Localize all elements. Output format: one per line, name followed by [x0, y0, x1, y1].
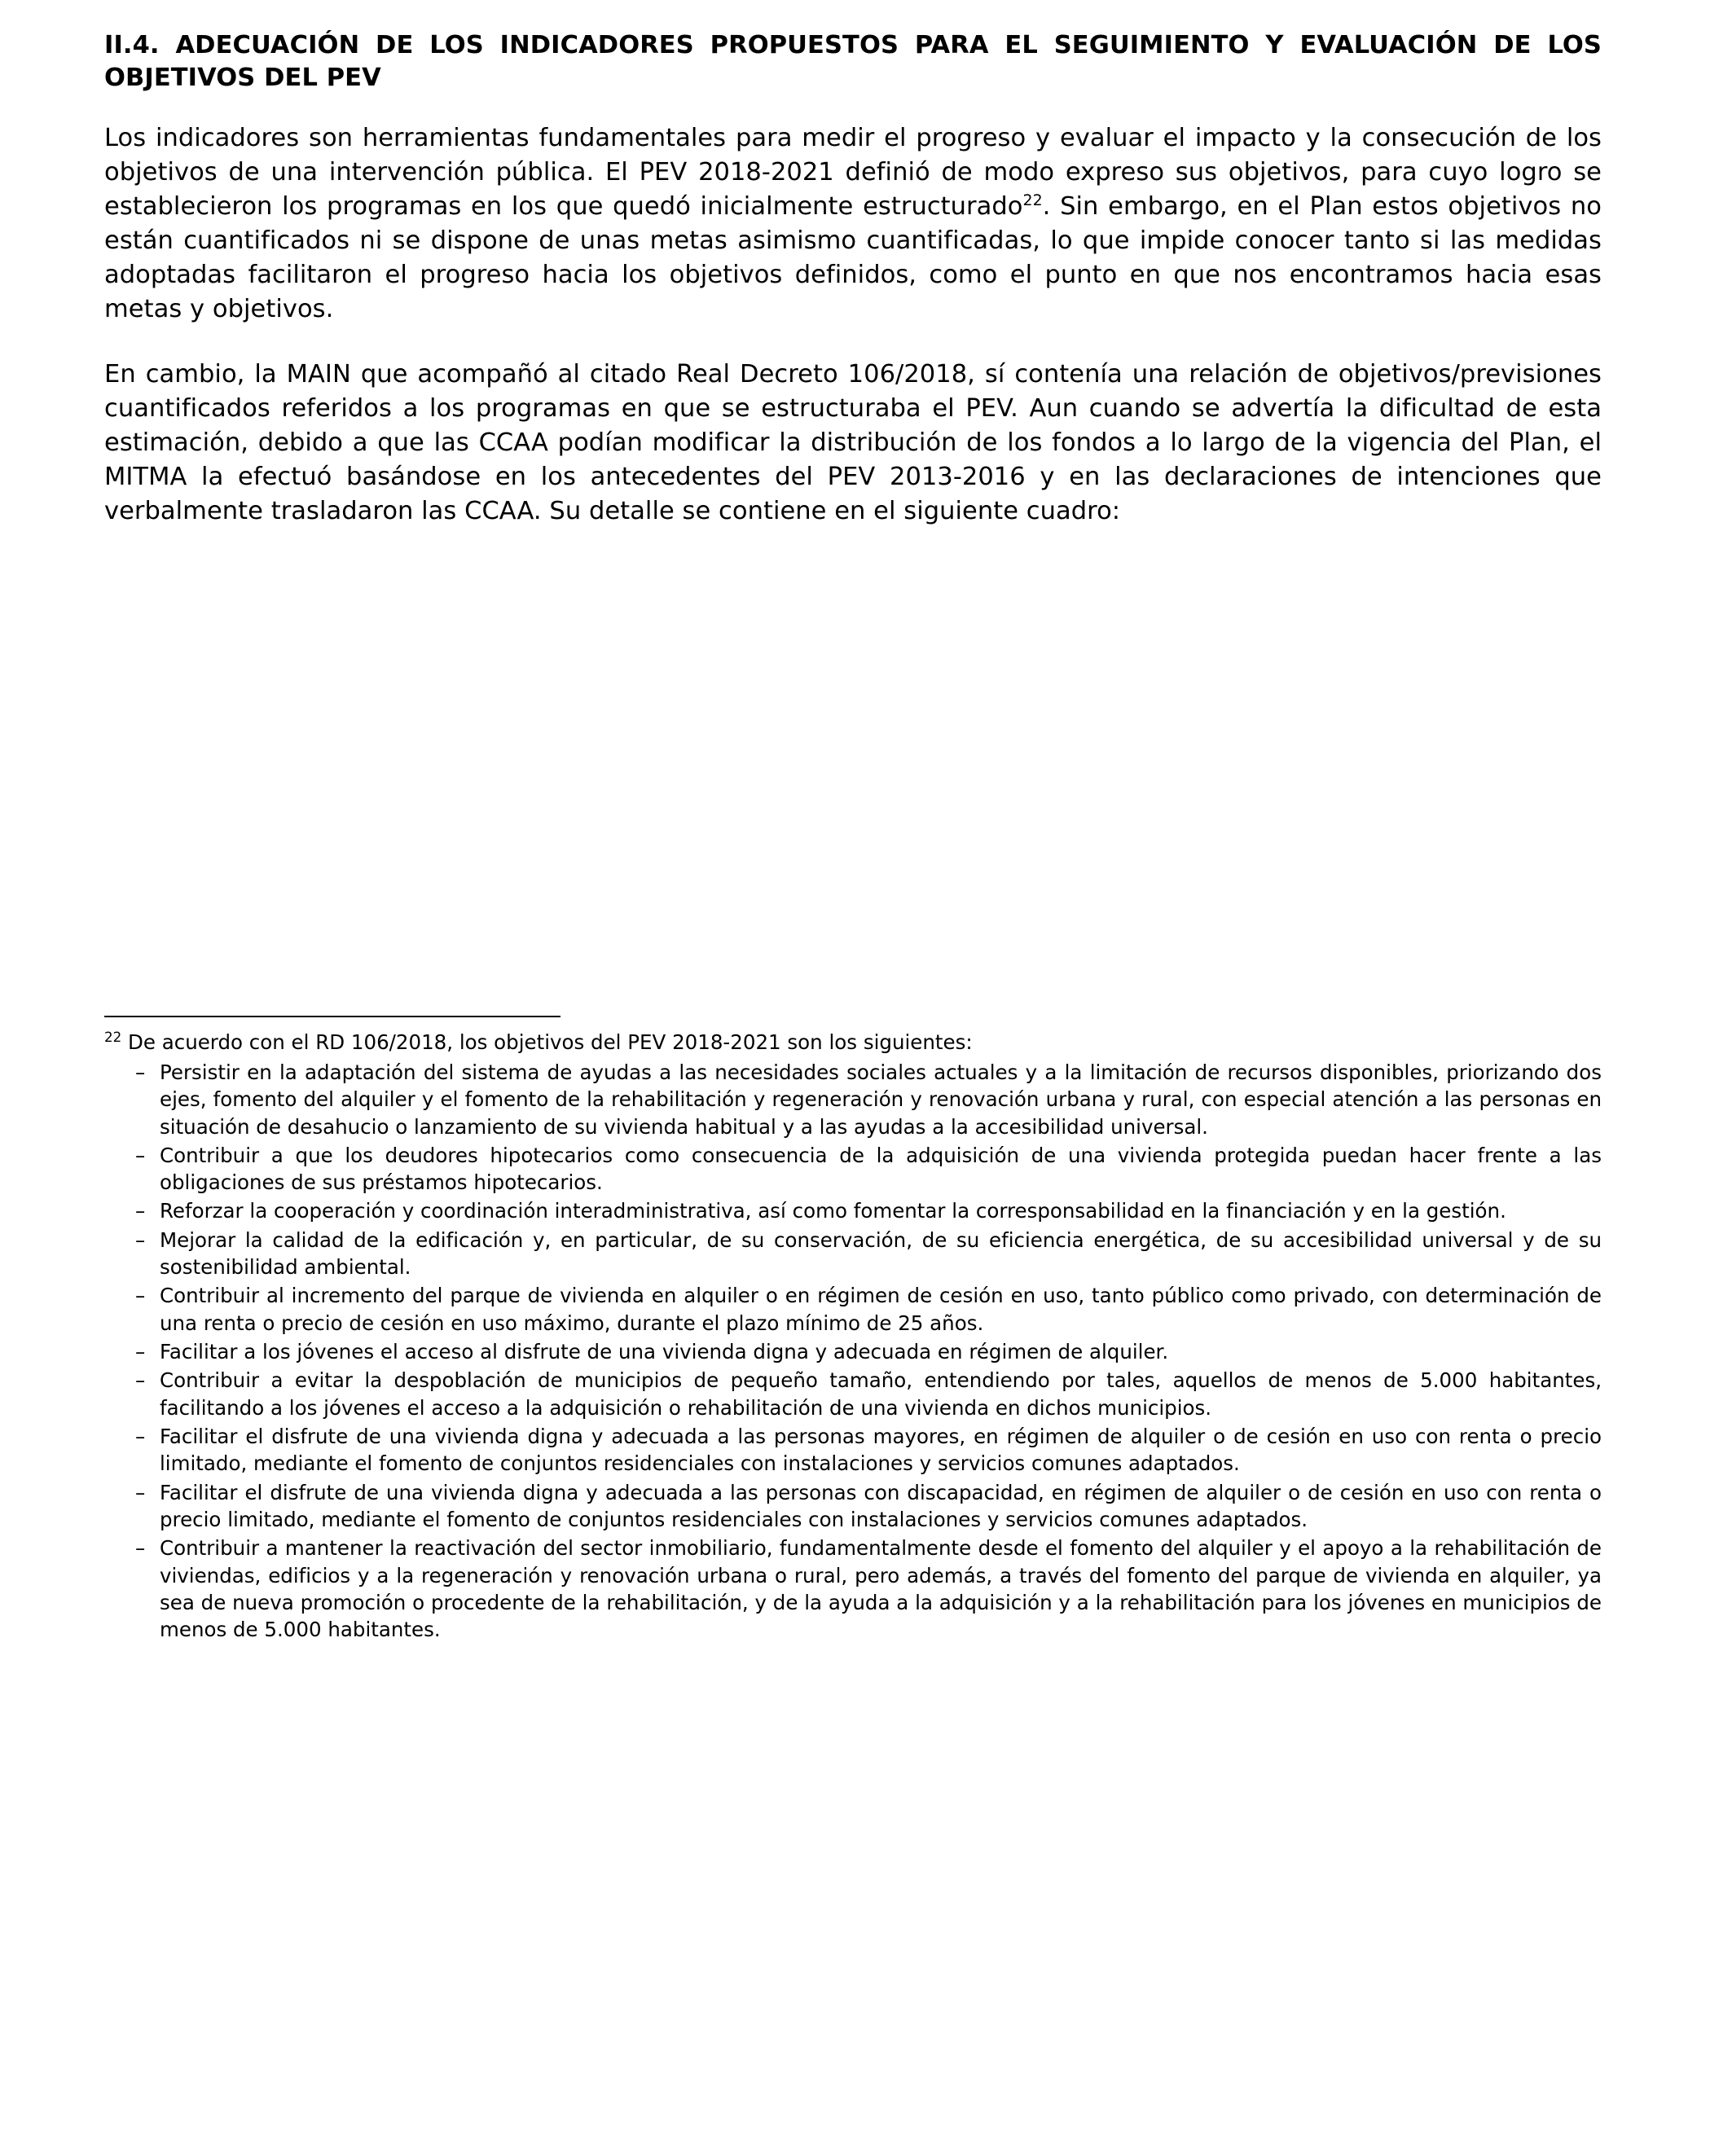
list-item [135, 1197, 1602, 1224]
dash-bullet-icon: – [135, 1060, 146, 1084]
dash-bullet-icon: – [135, 1368, 146, 1393]
paragraph-indicators [104, 121, 1602, 327]
list-item [135, 1142, 1602, 1197]
list-item-text: Reforzar la cooperación y coordinación interadministrativa, así como fomentar la corresponsabilidad en la financiación y en la gestión. [160, 1199, 1506, 1223]
list-item [135, 1338, 1602, 1365]
list-item [135, 1282, 1602, 1337]
list-item [135, 1535, 1602, 1643]
footnote-intro [104, 1029, 1602, 1056]
list-item-text: Mejorar la calidad de la edificación y, en particular, de su conservación, de su eficiencia energética, de su accesibilidad universal y de su sostenibilidad ambiental. [160, 1227, 1602, 1280]
list-item-text: Persistir en la adaptación del sistema de ayudas a las necesidades sociales actuales y a la limitación de recursos disponibles, priorizando dos ejes, fomento del alquiler y el fomento de la rehabilitación y regeneración y renovación urbana y rural, con especial atención a las personas en situación de desahucio o lanzamiento de su vivienda habitual y a las ayudas a la accesibilidad universal. [160, 1060, 1602, 1139]
footnote-reference-22[interactable]: 22 [1022, 191, 1043, 209]
footnote-separator [104, 1016, 560, 1017]
dash-bullet-icon: – [135, 1227, 146, 1252]
list-item-text: Facilitar el disfrute de una vivienda digna y adecuada a las personas con discapacidad, en régimen de alquiler o de cesión en uso con renta o precio limitado, mediante el fomento de conjuntos residenciales con instalaciones y servicios comunes adaptados. [160, 1480, 1602, 1531]
list-item [135, 1479, 1602, 1534]
dash-bullet-icon: – [135, 1424, 146, 1448]
list-item [135, 1227, 1602, 1281]
list-item [135, 1367, 1602, 1421]
paragraph-main: En cambio, la MAIN que acompañó al citado Real Decreto 106/2018, sí contenía una relación de objetivos/previsiones cuantificados referidos a los programas en que se estructuraba el PEV. Aun cuando se advertía la dificultad de esta estimación, debido a que las CCAA podían modificar la distribución de los fondos a lo largo de la vigencia del Plan, el MITMA la efectuó basándose en los antecedentes del PEV 2013-2016 y en las declaraciones de intenciones que verbalmente trasladaron las CCAA. Su detalle se contiene en el siguiente cuadro: [104, 359, 1602, 525]
list-item-text: Contribuir a mantener la reactivación del sector inmobiliario, fundamentalmente desde el fomento del alquiler y el apoyo a la rehabilitación de viviendas, edificios y a la regeneración y renovación urbana o rural, pero además, a través del fomento del parque de vivienda en alquiler, ya sea de nueva promoción o procedente de la rehabilitación, y de la ayuda a la adquisición y a la rehabilitación para los jóvenes en municipios de menos de 5.000 habitantes. [160, 1536, 1602, 1642]
dash-bullet-icon: – [135, 1480, 146, 1504]
footnote-list [104, 1059, 1602, 1644]
list-item [135, 1423, 1602, 1478]
dash-bullet-icon: – [135, 1536, 146, 1561]
list-item-text: Contribuir a que los deudores hipotecarios como consecuencia de la adquisición de una vivienda protegida puedan hacer frente a las obligaciones de sus préstamos hipotecarios. [160, 1143, 1602, 1195]
footnote-block [104, 1029, 1602, 1644]
footnote-marker: 22 [104, 1029, 122, 1045]
dash-bullet-icon: – [135, 1143, 146, 1167]
content-gap [104, 560, 1602, 1016]
list-item [135, 1059, 1602, 1140]
list-item-text: Facilitar el disfrute de una vivienda digna y adecuada a las personas mayores, en régimen de alquiler o de cesión en uso con renta o precio limitado, mediante el fomento de conjuntos residenciales con instalaciones y servicios comunes adaptados. [160, 1424, 1602, 1476]
dash-bullet-icon: – [135, 1340, 146, 1364]
footnote-intro-text: De acuerdo con el RD 106/2018, los objetivos del PEV 2018-2021 son los siguientes: [121, 1030, 973, 1054]
paragraph-text-part-1: Los indicadores son herramientas fundamentales para medir el progreso y evaluar el impacto y la consecución de los objetivos de una intervención pública. El PEV 2018-2021 definió de modo expreso sus objetivos, para cuyo logro se establecieron los programas en los que quedó inicialmente estructurado [104, 124, 1602, 222]
list-item-text: Facilitar a los jóvenes el acceso al disfrute de una vivienda digna y adecuada en régimen de alquiler. [160, 1340, 1169, 1364]
list-item-text: Contribuir a evitar la despoblación de municipios de pequeño tamaño, entendiendo por tales, aquellos de menos de 5.000 habitantes, facilitando a los jóvenes el acceso a la adquisición o rehabilitación de una vivienda en dichos municipios. [160, 1368, 1602, 1420]
dash-bullet-icon: – [135, 1199, 146, 1223]
page-title: II.4. ADECUACIÓN DE LOS INDICADORES PROPUESTOS PARA EL SEGUIMIENTO Y EVALUACIÓN DE LOS OBJETIVOS DEL PEV [104, 31, 1602, 92]
list-item-text: Contribuir al incremento del parque de vivienda en alquiler o en régimen de cesión en uso, tanto público como privado, con determinación de una renta o precio de cesión en uso máximo, durante el plazo mínimo de 25 años. [160, 1284, 1602, 1335]
dash-bullet-icon: – [135, 1284, 146, 1308]
paragraph-text-part-2: . Sin embargo, en el Plan estos objetivos no están cuantificados ni se dispone de unas metas asimismo cuantificadas, lo que impide conocer tanto si las medidas adoptadas facilitaron el progreso hacia los objetivos definidos, como el punto en que nos encontramos hacia esas metas y objetivos. [104, 192, 1602, 323]
